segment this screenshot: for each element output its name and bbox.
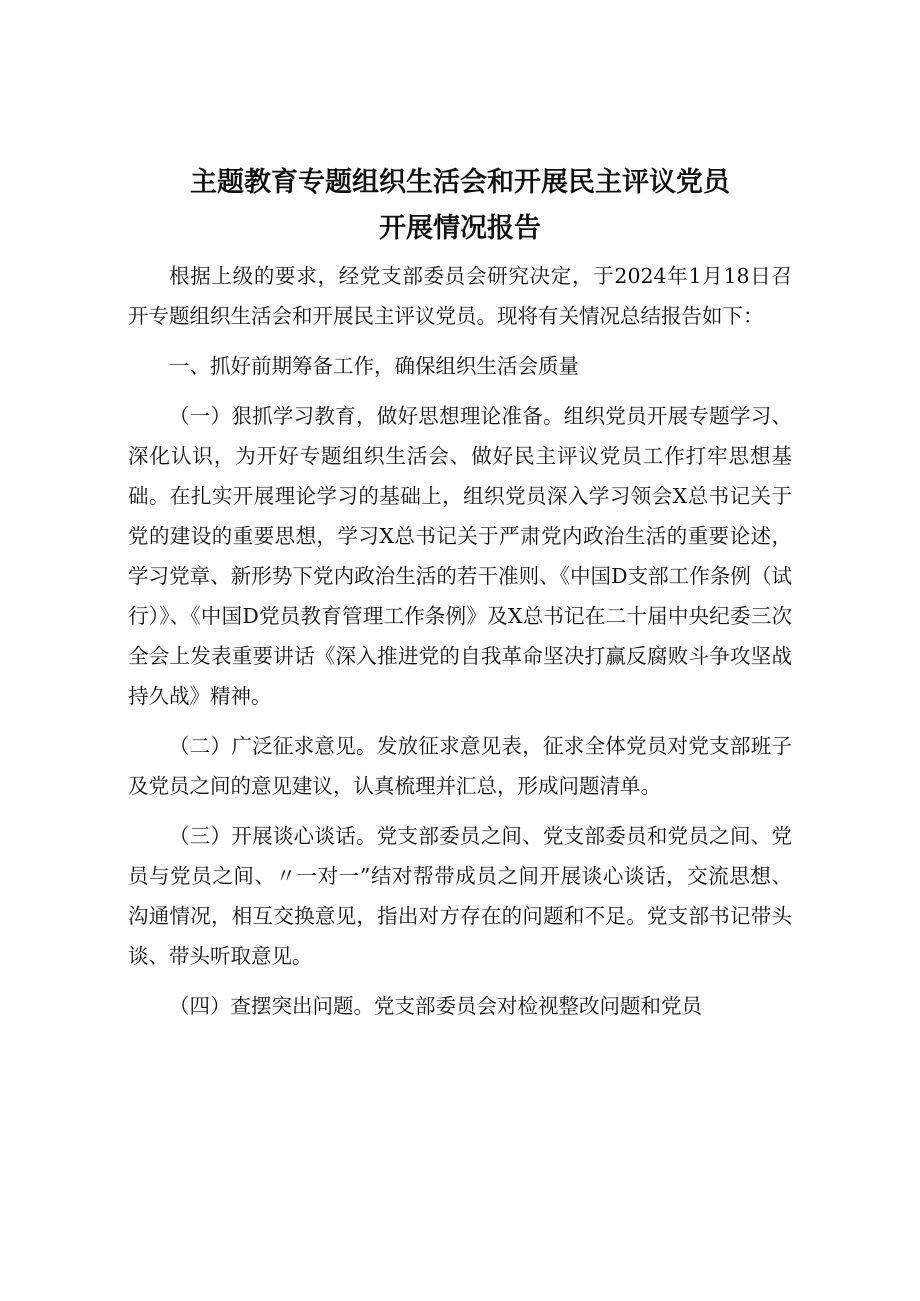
section-1-heading: 一、抓好前期筹备工作，确保组织生活会质量 [169, 354, 579, 378]
item-4-text: 党支部委员会对检视整改问题和党员 [374, 994, 702, 1018]
title-line-1: 主题教育专题组织生活会和开展民主评议党员 [190, 167, 730, 198]
item-3-paragraph [128, 816, 792, 976]
item-2-lead: （二）广泛征求意见。 [169, 734, 377, 758]
item-3-text: 党支部委员之间、党支部委员和党员之间、党员与党员之间、〃一对一”结对帮带成员之间开展谈心谈话，交流思想、沟通情况，相互交换意见，指出对方存在的问题和不足。党支部书记带头谈、带头听取意见。 [128, 824, 793, 968]
item-2-text: 发放征求意见表，征求全体党员对党支部班子及党员之间的意见建议，认真梳理并汇总，形成问题清单。 [128, 734, 793, 798]
item-4-paragraph [128, 986, 792, 1026]
document-title [128, 160, 792, 252]
item-1-text: 组织党员开展专题学习、深化认识，为开好专题组织生活会、做好民主评议党员工作打牢思想基础。在扎实开展理论学习的基础上，组织党员深入学习领会X总书记关于党的建设的重要思想，学习X总书记关于严肃党内政治生活的重要论述，学习党章、新形势下党内政治生活的若干准则、《中国D支部工作条例（试行）》、《中国D党员教育管理工作条例》及X总书记在二十届中央纪委三次全会上发表重要讲话《深入推进党的自我革命坚决打赢反腐败斗争攻坚战持久战》精神。 [128, 404, 793, 708]
title-line-2: 开展情况报告 [379, 213, 541, 244]
item-1-lead: （一）狠抓学习教育，做好思想理论准备。 [169, 404, 564, 428]
item-1-paragraph [128, 396, 792, 716]
document-text [128, 256, 792, 1026]
intro-paragraph: 根据上级的要求，经党支部委员会研究决定，于2024年1月18日召开专题组织生活会和开展民主评议党员。现将有关情况总结报告如下： [128, 264, 792, 328]
item-4-lead: （四）查摆突出问题。 [169, 994, 374, 1018]
item-2-paragraph [128, 726, 792, 806]
document-body [128, 160, 792, 1036]
item-3-lead: （三）开展谈心谈话。 [169, 824, 377, 848]
